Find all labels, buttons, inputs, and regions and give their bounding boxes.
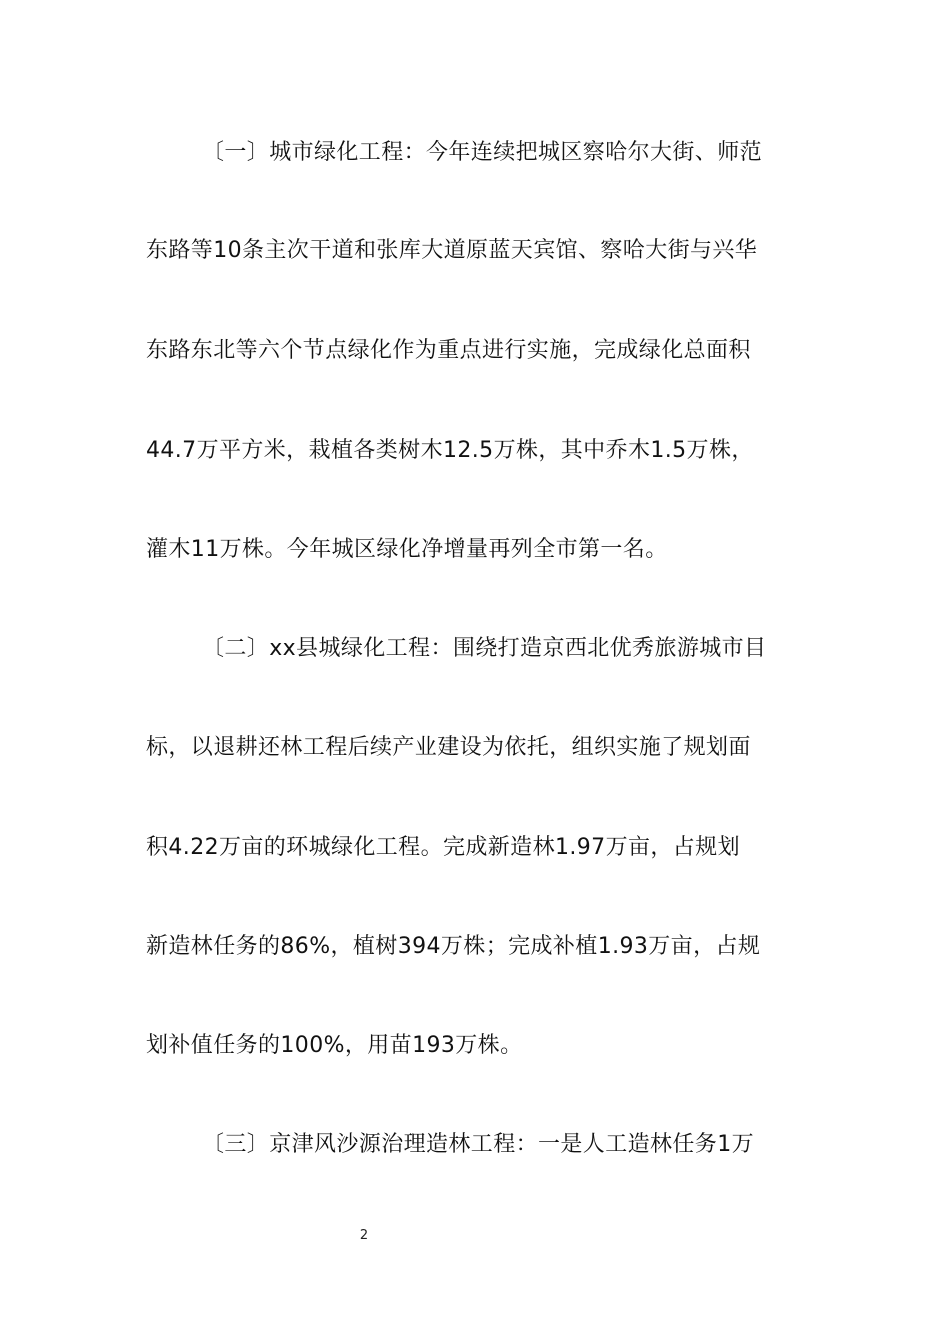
paragraph-2-line-3: 积4.22万亩的环城绿化工程。完成新造林1.97万亩，占规划 — [146, 835, 740, 860]
paragraph-2-line-4: 新造林任务的86%，植树394万株；完成补植1.93万亩，占规 — [146, 934, 761, 959]
paragraph-2-line-2: 标，以退耕还林工程后续产业建设为依托，组织实施了规划面 — [146, 735, 751, 760]
paragraph-2-line-5: 划补值任务的100%，用苗193万株。 — [146, 1033, 523, 1058]
paragraph-3-line-1: 〔三〕京津风沙源治理造林工程：一是人工造林任务1万 — [202, 1132, 754, 1157]
paragraph-2-line-1: 〔二〕xx县城绿化工程：围绕打造京西北优秀旅游城市目 — [202, 636, 767, 661]
paragraph-1-line-5: 灌木11万株。今年城区绿化净增量再列全市第一名。 — [146, 537, 668, 562]
paragraph-1-line-2: 东路等10条主次干道和张库大道原蓝天宾馆、察哈大街与兴华 — [146, 238, 758, 263]
paragraph-1-line-1: 〔一〕城市绿化工程：今年连续把城区察哈尔大街、师范 — [202, 140, 763, 165]
paragraph-1-line-4: 44.7万平方米，栽植各类树木12.5万株，其中乔木1.5万株， — [146, 438, 754, 463]
page-number: 2 — [359, 1228, 369, 1243]
paragraph-1-line-3: 东路东北等六个节点绿化作为重点进行实施，完成绿化总面积 — [146, 338, 751, 363]
